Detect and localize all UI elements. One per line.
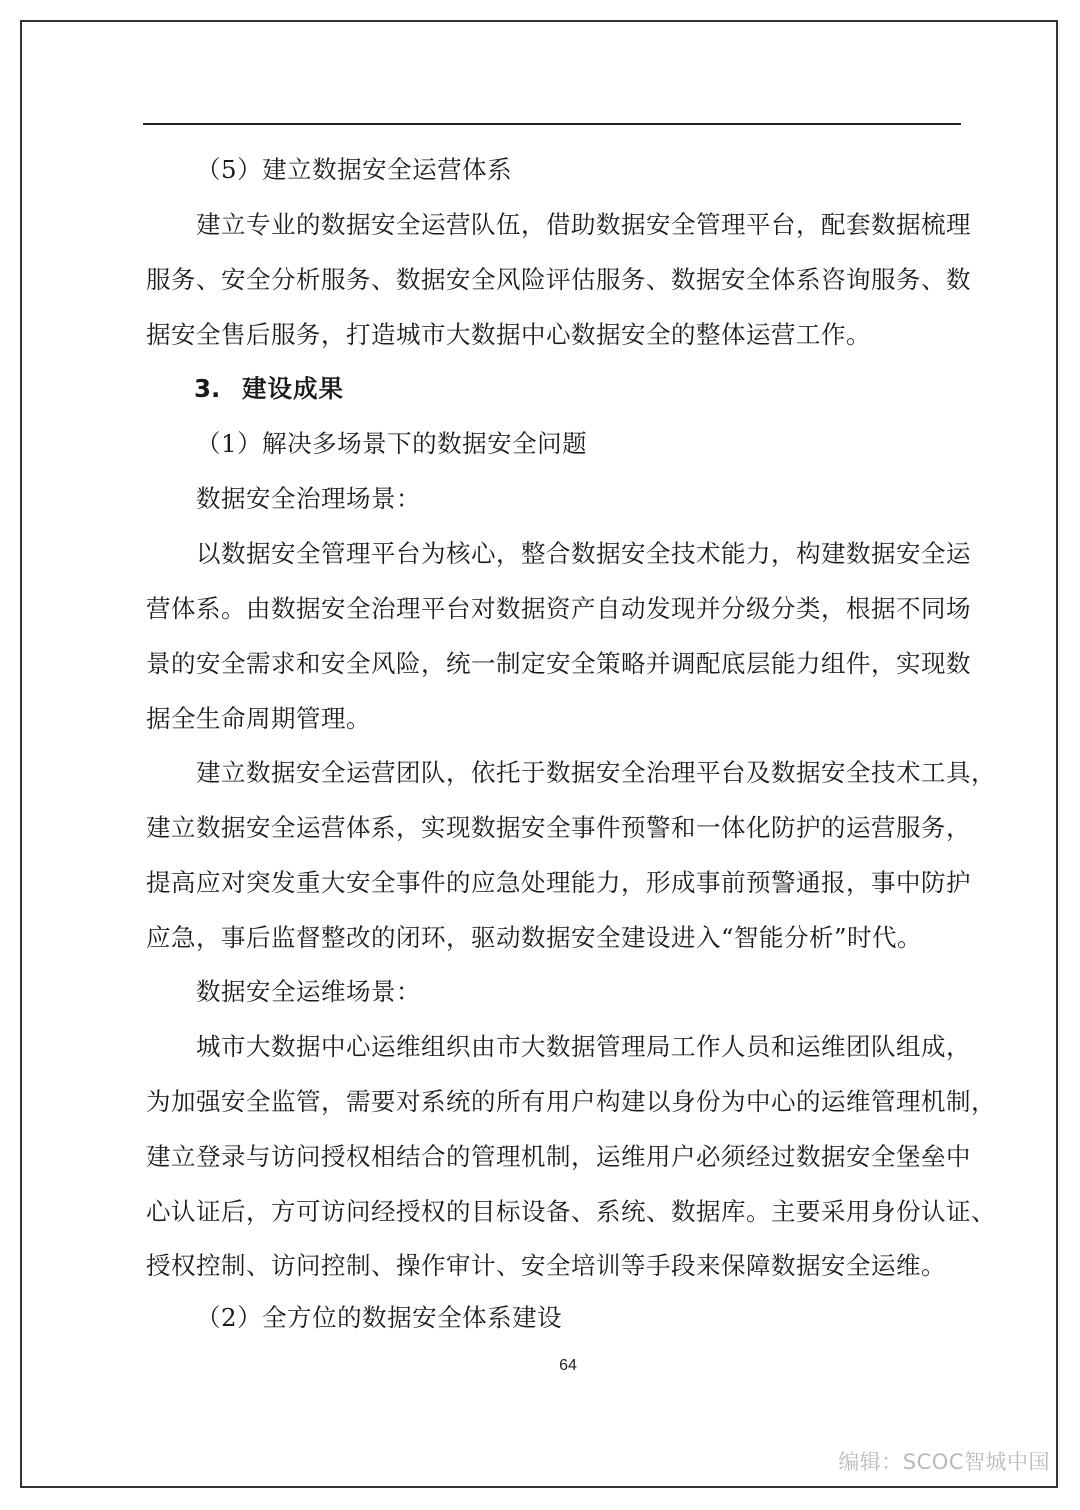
- paragraph-line: 营体系。由数据安全治理平台对数据资产自动发现并分级分类，根据不同场: [146, 594, 971, 623]
- paragraph-line: 建立数据安全运营体系，实现数据安全事件预警和一体化防护的运营服务，: [146, 813, 971, 842]
- paragraph-line: 应急，事后监督整改的闭环，驱动数据安全建设进入“智能分析”时代。: [146, 923, 923, 952]
- paragraph-line: 建立数据安全运营团队，依托于数据安全治理平台及数据安全技术工具，: [196, 758, 996, 787]
- paragraph-line: 据全生命周期管理。: [146, 704, 371, 733]
- watermark: 编辑：SCOC智城中国: [838, 1450, 1050, 1474]
- paragraph-line: 建立登录与访问授权相结合的管理机制，运维用户必须经过数据安全堡垒中: [146, 1142, 971, 1171]
- paragraph-line: 景的安全需求和安全风险，统一制定安全策略并调配底层能力组件，实现数: [146, 649, 971, 678]
- subsection-2-title: （2）全方位的数据安全体系建设: [196, 1303, 563, 1332]
- page-number: 64: [559, 1357, 577, 1374]
- paragraph-line: 以数据安全管理平台为核心，整合数据安全技术能力，构建数据安全运: [196, 539, 971, 568]
- section-title: 建设成果: [242, 374, 344, 403]
- subsection-5-title: （5）建立数据安全运营体系: [196, 155, 513, 184]
- paragraph-line: 授权控制、访问控制、操作审计、安全培训等手段来保障数据安全运维。: [146, 1251, 946, 1280]
- paragraph-line: 城市大数据中心运维组织由市大数据管理局工作人员和运维团队组成，: [196, 1032, 971, 1061]
- scene-ops-title: 数据安全运维场景：: [196, 977, 421, 1006]
- subsection-1-title: （1）解决多场景下的数据安全问题: [196, 429, 588, 458]
- header-rule: [143, 123, 961, 125]
- paragraph-line: 为加强安全监管，需要对系统的所有用户构建以身份为中心的运维管理机制，: [146, 1087, 996, 1116]
- paragraph-line: 据安全售后服务，打造城市大数据中心数据安全的整体运营工作。: [146, 320, 871, 349]
- paragraph-line: 建立专业的数据安全运营队伍，借助数据安全管理平台，配套数据梳理: [196, 210, 971, 239]
- scene-governance-title: 数据安全治理场景：: [196, 484, 421, 513]
- paragraph-line: 提高应对突发重大安全事件的应急处理能力，形成事前预警通报，事中防护: [146, 868, 971, 897]
- paragraph-line: 服务、安全分析服务、数据安全风险评估服务、数据安全体系咨询服务、数: [146, 265, 971, 294]
- paragraph-line: 心认证后，方可访问经授权的目标设备、系统、数据库。主要采用身份认证、: [146, 1197, 996, 1226]
- section-number: 3.: [194, 374, 221, 403]
